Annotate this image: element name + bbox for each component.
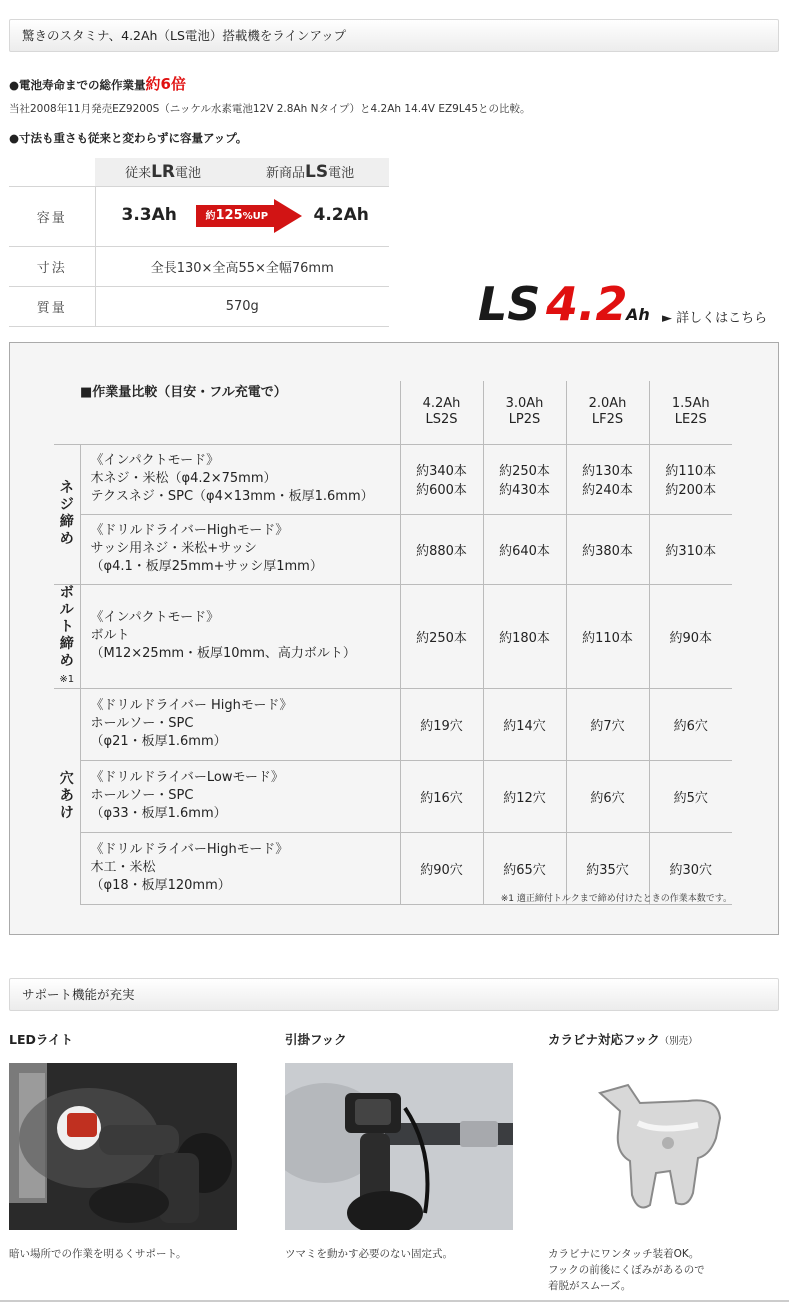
wt-row-4-l1: ホールソー・SPC xyxy=(90,788,194,803)
wt-r0v3b: 約200本 xyxy=(665,483,717,498)
wt-row-1-l0: 《ドリルドライバーHighモード》 xyxy=(90,523,289,538)
bullet-total-work-text: ●電池寿命までの総作業量 xyxy=(9,78,146,92)
section-header-support: サポート機能が充実 xyxy=(9,978,779,1011)
work-table-title: ■作業量比較（目安・フル充電で） xyxy=(80,385,287,400)
wt-row-0-l2: テクスネジ・SPC（φ4×13mm・板厚1.6mm） xyxy=(90,489,374,504)
wt-group-bolt-c2: ト xyxy=(59,618,74,635)
wt-row-1-val-0: 約880本 xyxy=(400,514,483,584)
spec-capacity-old: 3.3Ah xyxy=(121,204,177,225)
wt-row-3-l2: （φ21・板厚1.6mm） xyxy=(90,734,227,749)
detail-link[interactable]: ► 詳しくはこちら xyxy=(662,311,768,326)
wt-group-bolt-c3: 締 xyxy=(59,635,74,652)
carabiner-hook-photo xyxy=(548,1063,776,1230)
feature-title-led xyxy=(9,1030,73,1048)
wt-group-hole-c2: け xyxy=(59,804,74,821)
comparison-note: 当社2008年11月発売EZ9200S（ニッケル水素電池12V 2.8Ah Nタイプ）と4.2Ah 14.4V EZ9L45との比較。 xyxy=(9,103,531,115)
spec-weight-value: 570g xyxy=(95,286,389,326)
feature-text-carabiner xyxy=(548,1246,705,1294)
wt-row-4-val-1: 約12穴 xyxy=(483,760,566,832)
wt-row-1-desc xyxy=(80,514,400,584)
wt-row-5-l1: 木工・米松 xyxy=(90,860,156,875)
wt-row-3-val-0: 約19穴 xyxy=(400,688,483,760)
capacity-up-post: %UP xyxy=(242,210,269,222)
capacity-up-pre: 約 xyxy=(205,210,216,222)
wt-col-2-model: LF2S xyxy=(591,412,624,428)
wt-row-3-l0: 《ドリルドライバー Highモード》 xyxy=(90,698,293,713)
wt-r0v2b: 約240本 xyxy=(582,483,633,498)
wt-col-0-model: LS2S xyxy=(425,412,458,428)
wt-row-5-val-0: 約90穴 xyxy=(400,832,483,904)
wt-col-2-cap: 2.0Ah xyxy=(588,396,627,412)
wt-row-2-val-0: 約250本 xyxy=(400,584,483,688)
wt-r0v1b: 約430本 xyxy=(499,483,550,498)
wt-group-bolt-c0: ボ xyxy=(59,584,74,601)
wt-group-bolt xyxy=(54,584,80,688)
wt-row-0-desc xyxy=(80,444,400,514)
wt-group-bolt-c1: ル xyxy=(59,601,74,618)
feature-text-carabiner-l2: 着脱がスムーズ。 xyxy=(548,1280,632,1292)
ls-logo-num: 4.2 xyxy=(546,278,628,328)
wt-col-2 xyxy=(566,381,649,444)
spec-header-lr-strong: LR xyxy=(151,161,176,182)
wt-row-0-val-0 xyxy=(400,444,483,514)
wt-row-5-l2: （φ18・板厚120mm） xyxy=(90,878,231,893)
feature-title-carabiner-text: カラビナ対応フック xyxy=(548,1032,660,1047)
wt-row-2-val-2: 約110本 xyxy=(566,584,649,688)
spec-header-ls xyxy=(231,158,389,186)
wt-group-hole-c0: 穴 xyxy=(59,770,74,787)
wt-row-2-l2: （M12×25mm・板厚10mm、高力ボルト） xyxy=(90,646,356,661)
bullet-total-work-emphasis: 約6倍 xyxy=(145,75,186,93)
work-comparison-box xyxy=(9,342,779,935)
wt-col-0-cap: 4.2Ah xyxy=(422,396,461,412)
led-light-photo xyxy=(9,1063,237,1230)
feature-text-led xyxy=(9,1246,187,1262)
work-comparison-table xyxy=(54,381,732,905)
wt-row-4-l2: （φ33・板厚1.6mm） xyxy=(90,806,227,821)
wt-row-3-l1: ホールソー・SPC xyxy=(90,716,194,731)
feature-text-carabiner-l0: カラビナにワンタッチ装着OK。 xyxy=(548,1248,700,1260)
feature-text-carabiner-l1: フックの前後にくぼみがあるので xyxy=(548,1264,705,1276)
wt-group-screw-c1: ジ xyxy=(59,497,74,513)
wt-row-1-val-2: 約380本 xyxy=(566,514,649,584)
capacity-up-label xyxy=(206,207,269,223)
spec-header-ls-post: 電池 xyxy=(328,165,355,181)
ls-logo xyxy=(478,278,658,328)
wt-col-1-cap: 3.0Ah xyxy=(505,396,544,412)
bullet-capacity-up: ●寸法も重さも従来と変わらずに容量アップ。 xyxy=(9,131,248,145)
wt-row-5-val-1: 約65穴 xyxy=(483,832,566,904)
wt-col-3-cap: 1.5Ah xyxy=(671,396,710,412)
wt-r0v0a: 約340本 xyxy=(416,464,467,479)
spec-size-value: 全長130×全高55×全幅76mm xyxy=(95,246,389,286)
wt-row-1-val-3: 約310本 xyxy=(649,514,732,584)
wt-row-1-l1: サッシ用ネジ・米松+サッシ xyxy=(90,541,257,556)
wt-group-hole-c1: あ xyxy=(59,787,74,804)
section-header-stamina: 驚きのスタミナ、4.2Ah（LS電池）搭載機をラインアップ xyxy=(9,19,779,52)
wt-group-screw-c2: 締 xyxy=(59,514,74,530)
feature-title-led-text: LEDライト xyxy=(9,1032,74,1047)
spec-capacity-cell xyxy=(95,186,389,246)
wt-col-3 xyxy=(649,381,732,444)
wt-row-0-l1: 木ネジ・米松（φ4.2×75mm） xyxy=(90,471,277,486)
spec-header-ls-pre: 新商品 xyxy=(265,165,305,181)
feature-text-led-l0: 暗い場所での作業を明るくサポート。 xyxy=(9,1248,187,1260)
wt-row-3-val-1: 約14穴 xyxy=(483,688,566,760)
wt-col-3-model: LE2S xyxy=(674,412,707,428)
spec-weight-label: 質量 xyxy=(9,286,95,326)
work-footnote: ※1 適正締付トルクまで締め付けたときの作業本数です。 xyxy=(500,894,732,904)
wt-row-3-desc xyxy=(80,688,400,760)
wt-group-bolt-c4: め xyxy=(59,652,74,669)
wt-row-0-val-2 xyxy=(566,444,649,514)
wt-group-screw-c0: ネ xyxy=(59,480,74,496)
wt-row-1-val-1: 約640本 xyxy=(483,514,566,584)
spec-header-blank xyxy=(9,158,95,186)
wt-row-3-val-3: 約6穴 xyxy=(649,688,732,760)
wt-group-bolt-note: ※1 xyxy=(59,673,75,685)
wt-col-1 xyxy=(483,381,566,444)
wt-row-3-val-2: 約7穴 xyxy=(566,688,649,760)
wt-col-1-model: LP2S xyxy=(508,412,541,428)
feature-title-carabiner-small: （別売） xyxy=(659,1036,698,1047)
feature-title-hook-text: 引掛フック xyxy=(285,1032,347,1047)
wt-row-2-l1: ボルト xyxy=(90,628,130,643)
wt-row-0-l0: 《インパクトモード》 xyxy=(90,453,220,468)
ls-logo-ls: LS xyxy=(478,278,541,328)
wt-row-0-val-1 xyxy=(483,444,566,514)
wt-group-screw-c3: め xyxy=(59,531,74,547)
bottom-divider xyxy=(0,1300,789,1302)
wt-row-2-val-1: 約180本 xyxy=(483,584,566,688)
wt-row-4-val-0: 約16穴 xyxy=(400,760,483,832)
spec-header-ls-strong: LS xyxy=(305,161,329,182)
wt-row-2-l0: 《インパクトモード》 xyxy=(90,610,220,625)
wt-row-4-val-2: 約6穴 xyxy=(566,760,649,832)
wt-row-1-l2: （φ4.1・板厚25mm+サッシ厚1mm） xyxy=(90,559,323,574)
wt-row-5-val-3: 約30穴 xyxy=(649,832,732,904)
spec-size-label: 寸法 xyxy=(9,246,95,286)
bullet-total-work xyxy=(9,73,186,94)
wt-r0v3a: 約110本 xyxy=(665,464,717,479)
wt-row-2-desc xyxy=(80,584,400,688)
feature-title-carabiner xyxy=(548,1030,698,1048)
ls-logo-unit: Ah xyxy=(626,305,650,324)
wt-row-0-val-3 xyxy=(649,444,732,514)
feature-title-hook xyxy=(285,1030,347,1048)
wt-row-5-desc xyxy=(80,832,400,904)
wt-row-5-val-2: 約35穴 xyxy=(566,832,649,904)
belt-hook-photo xyxy=(285,1063,513,1230)
spec-table xyxy=(9,158,389,327)
spec-header-lr-pre: 従来 xyxy=(125,165,152,181)
spec-header-lr-post: 電池 xyxy=(175,165,202,181)
wt-row-4-l0: 《ドリルドライバーLowモード》 xyxy=(90,770,284,785)
wt-row-2-val-3: 約90本 xyxy=(649,584,732,688)
feature-text-hook-l0: ツマミを動かす必要のない固定式。 xyxy=(285,1248,453,1260)
wt-r0v1a: 約250本 xyxy=(499,464,550,479)
wt-r0v0b: 約600本 xyxy=(416,483,467,498)
spec-capacity-label: 容量 xyxy=(9,186,95,246)
wt-row-4-desc xyxy=(80,760,400,832)
wt-group-hole xyxy=(54,688,80,904)
spec-capacity-new: 4.2Ah xyxy=(313,204,369,225)
capacity-up-strong: 125 xyxy=(215,207,243,223)
wt-row-4-val-3: 約5穴 xyxy=(649,760,732,832)
wt-head-blank xyxy=(54,381,80,444)
wt-row-5-l0: 《ドリルドライバーHighモード》 xyxy=(90,842,289,857)
wt-r0v2a: 約130本 xyxy=(582,464,633,479)
wt-group-screw xyxy=(54,444,80,584)
wt-col-0 xyxy=(400,381,483,444)
feature-text-hook xyxy=(285,1246,453,1262)
spec-header-lr xyxy=(95,158,231,186)
